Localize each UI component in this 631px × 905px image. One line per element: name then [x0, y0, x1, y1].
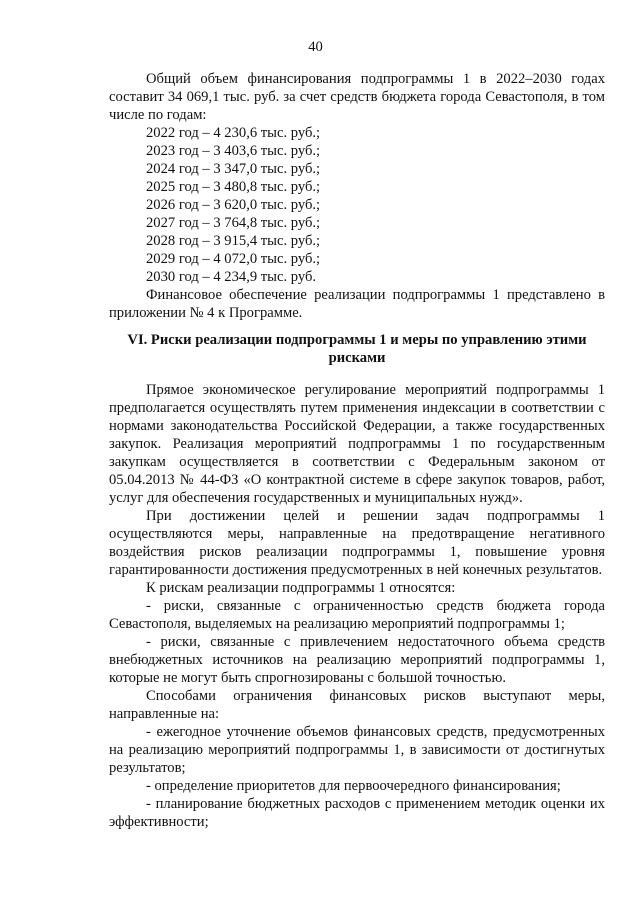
- year-item: 2022 год – 4 230,6 тыс. руб.;: [146, 125, 321, 141]
- paragraph-limitation: Способами ограничения финансовых рисков выступают меры, направленные на:: [109, 688, 605, 722]
- risk-item: - риски, связанные с ограниченностью средств бюджета города Севастополя, выделяемых на реализацию мероприятий подпрограммы 1;: [109, 598, 605, 632]
- measure-item: - ежегодное уточнение объемов финансовых средств, предусмотренных на реализацию мероприятий подпрограммы 1, в зависимости от достигнутых результатов;: [109, 724, 605, 776]
- risks-section: [109, 381, 605, 831]
- measure-item: - определение приоритетов для первоочередного финансирования;: [146, 778, 561, 794]
- year-list: [109, 124, 605, 286]
- paragraph-risks-intro: К рискам реализации подпрограммы 1 относятся:: [146, 580, 456, 596]
- appendix-note: Финансовое обеспечение реализации подпрограммы 1 представлено в приложении № 4 к Программе.: [109, 287, 605, 321]
- paragraph-regulation: Прямое экономическое регулирование мероприятий подпрограммы 1 предполагается осуществлять путем применения индексации в соответствии с нормами законодательства Российской Федерации, а также государственных закупок. Реализация мероприятий подпрограммы 1 по государственным закупкам осуществляется в соответствии с Федеральным законом от 05.04.2013 № 44-ФЗ «О контрактной системе в сфере закупок товаров, работ, услуг для обеспечения государственных и муниципальных нужд».: [109, 382, 605, 506]
- year-item: 2030 год – 4 234,9 тыс. руб.: [146, 269, 317, 285]
- section-heading: VI. Риски реализации подпрограммы 1 и меры по управлению этими рисками: [127, 332, 587, 366]
- risk-item: - риски, связанные с привлечением недостаточного объема средств внебюджетных источников на реализацию мероприятий подпрограммы 1, которые не могут быть спрогнозированы с большой точностью.: [109, 634, 605, 686]
- page-number: 40: [308, 39, 323, 55]
- paragraph-measures: При достижении целей и решении задач подпрограммы 1 осуществляются меры, направленные на предотвращение негативного воздействия рисков реализации подпрограммы 1, повышение уровня гарантированности достижения предусмотренных в ней конечных результатов.: [109, 508, 605, 578]
- year-item: 2026 год – 3 620,0 тыс. руб.;: [146, 197, 321, 213]
- year-item: 2029 год – 4 072,0 тыс. руб.;: [146, 251, 321, 267]
- financing-block: [109, 70, 605, 322]
- year-item: 2027 год – 3 764,8 тыс. руб.;: [146, 215, 321, 231]
- financing-intro: Общий объем финансирования подпрограммы 1 в 2022–2030 годах составит 34 069,1 тыс. руб. за счет средств бюджета города Севастополя, в том числе по годам:: [109, 71, 605, 123]
- measure-item: - планирование бюджетных расходов с применением методик оценки их эффективности;: [109, 796, 605, 830]
- year-item: 2023 год – 3 403,6 тыс. руб.;: [146, 143, 321, 159]
- year-item: 2024 год – 3 347,0 тыс. руб.;: [146, 161, 321, 177]
- year-item: 2028 год – 3 915,4 тыс. руб.;: [146, 233, 321, 249]
- year-item: 2025 год – 3 480,8 тыс. руб.;: [146, 179, 321, 195]
